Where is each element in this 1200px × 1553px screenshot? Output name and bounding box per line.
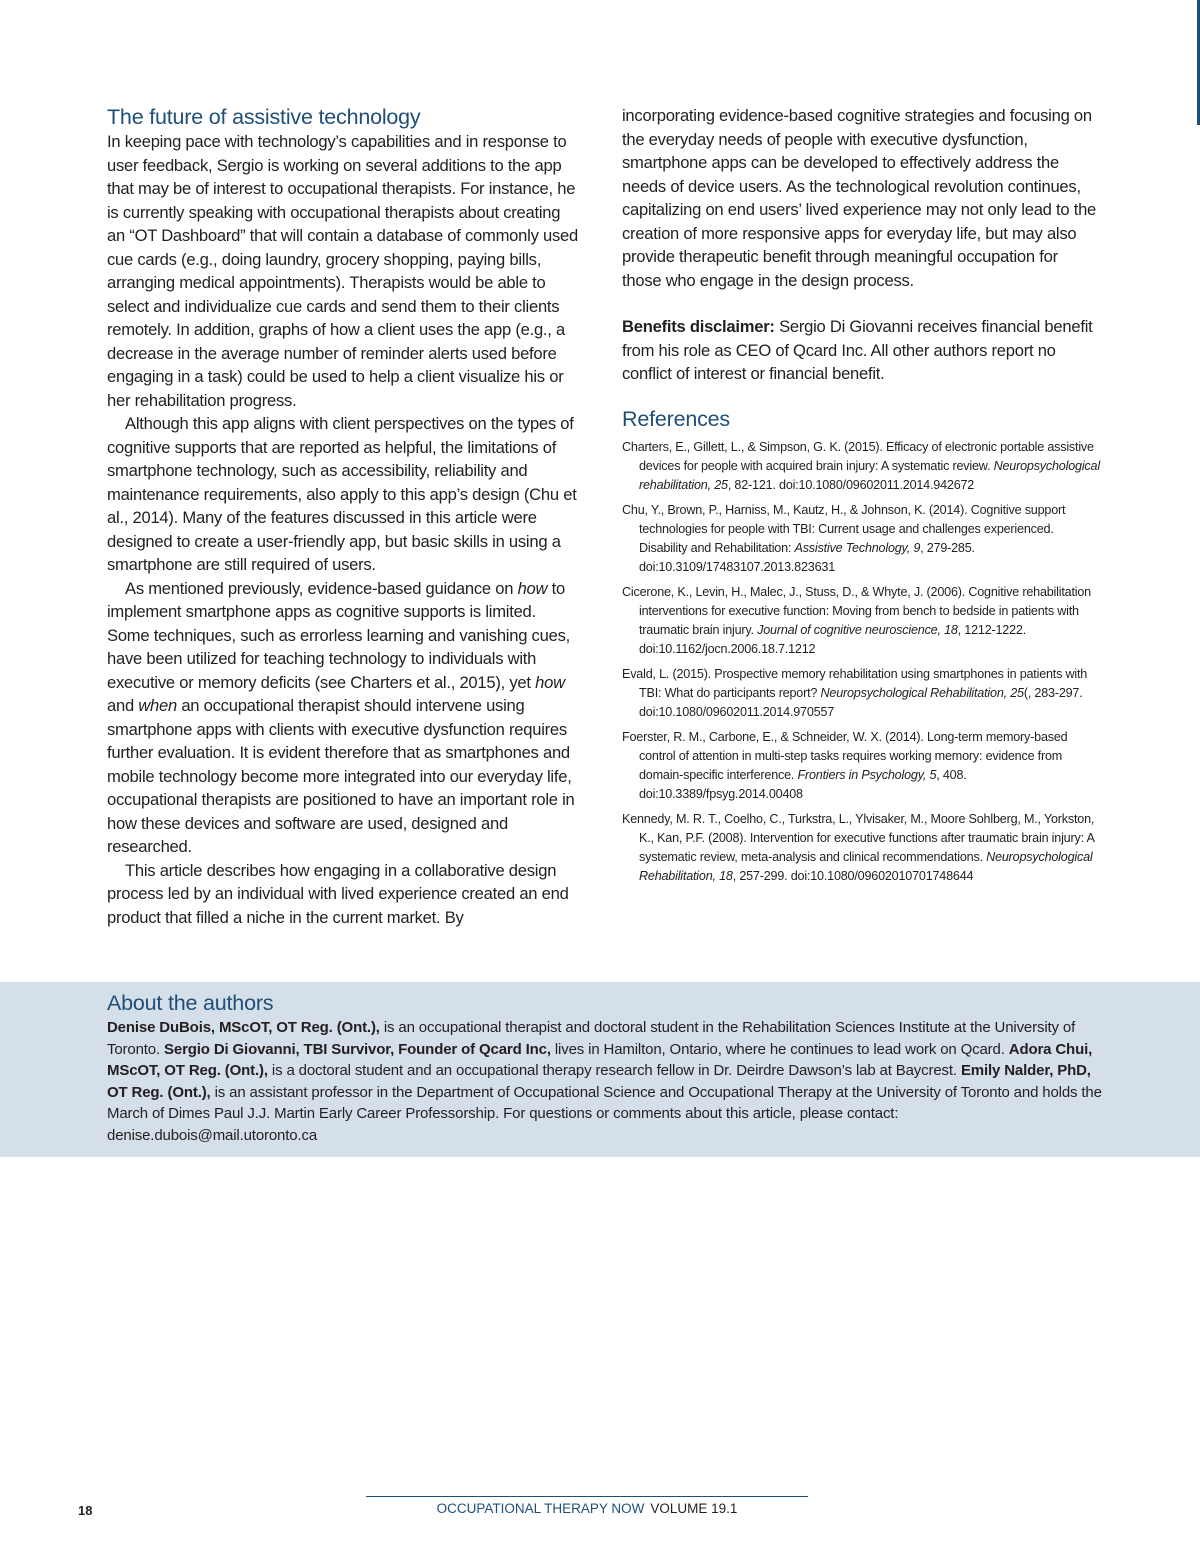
reference-item: [622, 810, 1100, 886]
author-bio: is a doctoral student and an occupational therapy research fellow in Dr. Deirdre Dawson’s lab at Baycrest.: [267, 1062, 961, 1080]
reference-item: [622, 583, 1100, 659]
ref-doi: , 1212-1222. doi:10.1162/jocn.2006.18.7.1212: [639, 622, 1027, 656]
left-body: [107, 130, 581, 929]
paragraph-3-part-c: and: [107, 696, 139, 715]
article-right-column: [622, 104, 1100, 892]
right-body: [622, 104, 1100, 386]
reference-item: [622, 728, 1100, 804]
about-authors-text: [107, 1017, 1107, 1147]
footer-publication: [0, 1501, 1174, 1516]
paragraph-3: [107, 577, 581, 859]
ref-journal: Frontiers in Psychology, 5: [797, 767, 937, 782]
benefits-disclaimer: [622, 315, 1100, 386]
author-bio: is an occupational therapist and doctoral student in the Rehabilitation Sciences Institute at the University of Toronto.: [107, 1019, 1076, 1058]
author-name: Sergio Di Giovanni, TBI Survivor, Founder of Qcard Inc,: [164, 1040, 551, 1058]
ref-text: Cicerone, K., Levin, H., Malec, J., Stuss, D., & Whyte, J. (2006). Cognitive rehabilitation interventions for executive function: Moving from bench to bedside in patients with traumatic brain injury.: [622, 584, 1091, 637]
ref-doi: , 82-121. doi:10.1080/09602011.2014.942672: [727, 477, 975, 492]
ref-journal: Neuropsychological rehabilitation, 25: [639, 458, 1100, 492]
about-authors-heading: About the authors: [107, 991, 274, 1015]
ref-doi: , 257-299. doi:10.1080/09602010701748644: [732, 868, 974, 883]
ref-text: Charters, E., Gillett, L., & Simpson, G. K. (2015). Efficacy of electronic portable assistive devices for people with acquired brain injury: A systematic review.: [622, 439, 1094, 473]
ref-journal: Neuropsychological Rehabilitation, 18: [639, 849, 1093, 883]
ref-text: Chu, Y., Brown, P., Harniss, M., Kautz, H., & Johnson, K. (2014). Cognitive support technologies for people with TBI: Current usage and challenges experienced. Disability and Rehabilitation:: [622, 502, 1066, 555]
section-heading-future: The future of assistive technology: [107, 105, 421, 129]
reference-item: [622, 665, 1100, 722]
ref-journal: Neuropsychological Rehabilitation, 25: [820, 685, 1024, 700]
references-list: [622, 438, 1100, 886]
ref-journal: Journal of cognitive neuroscience, 18: [757, 622, 958, 637]
article-left-column: [107, 104, 581, 929]
paragraph-3-part-a: As mentioned previously, evidence-based guidance on: [125, 578, 518, 598]
references-heading: References: [622, 406, 730, 431]
paragraph-3-when: when: [138, 696, 177, 715]
ref-doi: , 408. doi:10.3389/fpsyg.2014.00408: [639, 767, 967, 801]
ref-journal: Assistive Technology, 9: [794, 540, 921, 555]
volume-label: VOLUME 19.1: [650, 1501, 738, 1516]
paragraph-1: In keeping pace with technology’s capabilities and in response to user feedback, Sergio is working on several additions to the app that may be of interest to occupational therapists. For instance, he is currently speaking with occupational therapists about creating an “OT Dashboard” that will contain a database of commonly used cue cards (e.g., doing laundry, grocery shopping, paying bills, arranging medical appointments). Therapists would be able to select and individualize cue cards and send them to their clients remotely. In addition, graphs of how a client uses the app (e.g., a decrease in the average number of reminder alerts used before engaging in a task) could be used to help a client visualize his or her rehabilitation progress.: [107, 132, 578, 410]
author-name: Denise DuBois, MScOT, OT Reg. (Ont.),: [107, 1019, 380, 1036]
paragraph-4: This article describes how engaging in a collaborative design process led by an individual with lived experience created an end product that filled a niche in the current market. By: [107, 860, 569, 927]
footer-rule: [366, 1496, 808, 1497]
ref-text: Kennedy, M. R. T., Coelho, C., Turkstra, L., Ylvisaker, M., Moore Sohlberg, M., Yorkston, K., Kan, P.F. (2008). Intervention for executive functions after traumatic brain injury: A systematic review, meta-analysis and clinical recommendations.: [622, 811, 1095, 864]
paragraph-2: Although this app aligns with client perspectives on the types of cognitive supports that are reported as helpful, the limitations of smartphone technology, such as accessibility, reliability and maintenance requirements, also apply to this app’s design (Chu et al., 2014). Many of the features discussed in this article were designed to create a user-friendly app, but basic skills in using a smartphone are still required of users.: [107, 414, 577, 574]
about-authors-content: [107, 990, 1107, 1147]
disclaimer-text: Sergio Di Giovanni receives financial benefit from his role as CEO of Qcard Inc. All other authors report no conflict of interest or financial benefit.: [622, 317, 1093, 383]
disclaimer-label: Benefits disclaimer:: [622, 317, 775, 336]
ref-doi: , 279-285. doi:10.3109/17483107.2013.823631: [639, 540, 975, 574]
publication-name: OCCUPATIONAL THERAPY NOW: [436, 1501, 645, 1516]
ref-text: Foerster, R. M., Carbone, E., & Schneider, W. X. (2014). Long-term memory-based control of attention in multi-step tasks requires working memory: evidence from domain-specific interference.: [622, 729, 1068, 782]
ref-doi: (, 283-297. doi:10.1080/09602011.2014.970557: [639, 685, 1083, 719]
author-name: Adora Chui, MScOT, OT Reg. (Ont.),: [107, 1040, 1093, 1080]
paragraph-continuation: incorporating evidence-based cognitive strategies and focusing on the everyday needs of people with executive dysfunction, smartphone apps can be developed to effectively address the needs of device users. As the technological revolution continues, capitalizing on end users’ lived experience may not only lead to the creation of more responsive apps for everyday life, but may also provide therapeutic benefit through meaningful occupation for those who engage in the design process.: [622, 106, 1097, 290]
author-bio: is an assistant professor in the Department of Occupational Science and Occupational Therapy at the University of Toronto and holds the March of Dimes Paul J.J. Martin Early Career Professorship. For questions or comments about this article, please contact: denise.dubois@mail.utoronto.ca: [107, 1083, 1102, 1144]
author-name: Emily Nalder, PhD, OT Reg. (Ont.),: [107, 1062, 1091, 1101]
paragraph-3-part-b: to implement smartphone apps as cognitive supports is limited. Some techniques, such as errorless learning and vanishing cues, have been utilized for teaching technology to individuals with executive or memory deficits (see Charters et al., 2015), yet: [107, 578, 570, 692]
reference-item: [622, 501, 1100, 577]
reference-item: [622, 438, 1100, 495]
page-number: 18: [78, 1503, 93, 1518]
ref-text: Evald, L. (2015). Prospective memory rehabilitation using smartphones in patients with TBI: What do participants report?: [622, 666, 1088, 700]
paragraph-3-how-2: how: [535, 672, 565, 692]
author-bio: lives in Hamilton, Ontario, where he continues to lead work on Qcard.: [550, 1040, 1009, 1058]
paragraph-3-part-d: an occupational therapist should intervene using smartphone apps with clients with executive dysfunction requires further evaluation. It is evident therefore that as smartphones and mobile technology become more integrated into our everyday life, occupational therapists are positioned to have an important role in how these devices and software are used, designed and researched.: [107, 696, 575, 856]
about-authors-panel: [0, 982, 1200, 1157]
paragraph-3-how-1: how: [517, 578, 548, 598]
